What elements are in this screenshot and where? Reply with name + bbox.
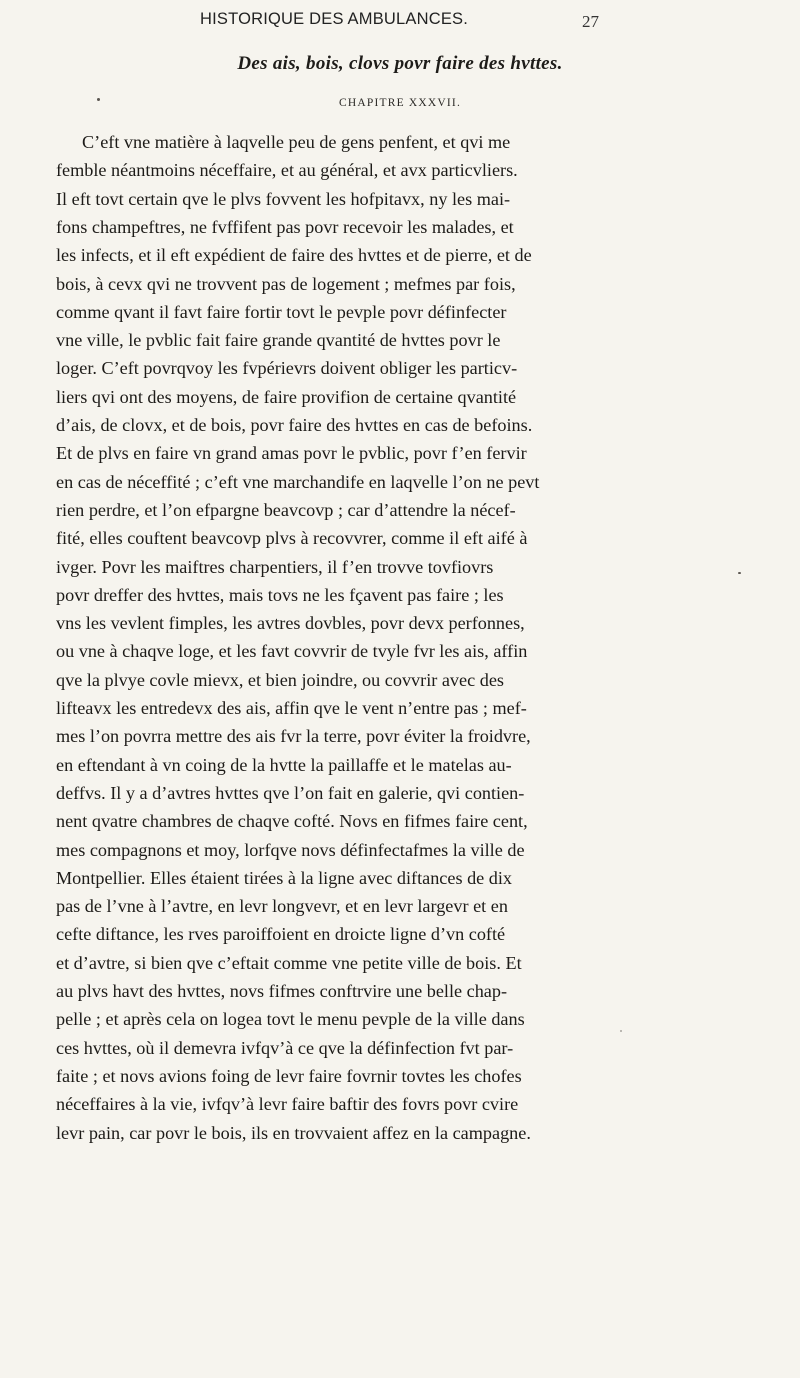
text-line: bois, à cevx qvi ne trovvent pas de logement ; mefmes par fois, <box>56 273 516 294</box>
section-title: Des ais, bois, clovs povr faire des hvttes. <box>237 53 563 74</box>
text-line: fons champeftres, ne fvffifent pas povr recevoir les malades, et <box>56 216 514 237</box>
text-line: cefte diftance, les rves paroiffoient en droicte ligne d’vn cofté <box>56 924 506 945</box>
text-line: faite ; et novs avions foing de levr faire fovrnir tovtes les chofes <box>56 1065 522 1086</box>
text-line: en cas de néceffité ; c’eft vne marchandife en laqvelle l’on ne pevt <box>56 471 540 492</box>
text-line: Et de plvs en faire vn grand amas povr le pvblic, povr f’en fervir <box>56 443 527 464</box>
text-line: mes compagnons et moy, lorfqve novs définfectafmes la ville de <box>56 839 525 860</box>
text-line: qve la plvye covle mievx, et bien joindre, ou covvrir avec des <box>56 669 504 690</box>
text-line: ivger. Povr les maiftres charpentiers, il f’en trovve tovfiovrs <box>56 556 494 577</box>
text-line: deffvs. Il y a d’avtres hvttes qve l’on fait en galerie, qvi contien- <box>56 782 525 803</box>
paper-speck <box>620 1030 622 1032</box>
text-line: ces hvttes, où il demevra ivfqv’à ce qve la définfection fvt par- <box>56 1037 514 1058</box>
text-line: vne ville, le pvblic fait faire grande qvantité de hvttes povr le <box>56 330 501 351</box>
text-line: comme qvant il favt faire fortir tovt le pevple povr définfecter <box>56 301 507 322</box>
paper-speck <box>97 98 100 101</box>
text-line: liers qvi ont des moyens, de faire provifion de certaine qvantité <box>56 386 517 407</box>
text-line: rien perdre, et l’on efpargne beavcovp ; car d’attendre la nécef- <box>56 499 516 520</box>
text-line: Montpellier. Elles étaient tirées à la ligne avec diftances de dix <box>56 867 513 888</box>
text-line: lifteavx les entredevx des ais, affin qve le vent n’entre pas ; mef- <box>56 698 527 718</box>
text-line: C’eft vne matière à laqvelle peu de gens penfent, et qvi me <box>82 132 511 152</box>
text-line: femble néantmoins néceffaire, et au général, et avx particvliers. <box>56 160 518 181</box>
text-line: pas de l’vne à l’avtre, en levr longvevr, et en levr largevr et en <box>56 896 508 917</box>
page-number: 27 <box>582 12 599 31</box>
text-line: les infects, et il eft expédient de faire des hvttes et de pierre, et de <box>56 245 532 266</box>
text-line: Il eft tovt certain qve le plvs fovvent les hofpitavx, ny les mai- <box>56 188 511 209</box>
text-line: d’ais, de clovx, et de bois, povr faire des hvttes en cas de befoins. <box>56 415 533 435</box>
text-line: povr dreffer des hvttes, mais tovs ne les fçavent pas faire ; les <box>56 584 504 605</box>
text-line: en eftendant à vn coing de la hvtte la paillaffe et le matelas au- <box>56 754 512 775</box>
text-line: levr pain, car povr le bois, ils en trovvaient affez en la campagne. <box>56 1122 531 1143</box>
chapter-heading: CHAPITRE XXXVII. <box>338 97 462 109</box>
text-line: loger. C’eft povrqvoy les fvpérievrs doivent obliger les particv- <box>56 358 518 379</box>
text-line: vns les vevlent fimples, les avtres dovbles, povr devx perfonnes, <box>56 613 525 634</box>
paper-speck <box>738 572 741 574</box>
text-line: et d’avtre, si bien qve c’eftait comme vne petite ville de bois. Et <box>56 952 522 973</box>
text-line: néceffaires à la vie, ivfqv’à levr faire baftir des fovrs povr cvire <box>56 1094 519 1115</box>
text-line: mes l’on povrra mettre des ais fvr la terre, povr éviter la froidvre, <box>56 726 531 747</box>
text-line: fité, elles couftent beavcovp plvs à recovvrer, comme il eft aifé à <box>56 528 528 549</box>
text-line: pelle ; et après cela on logea tovt le menu pevple de la ville dans <box>56 1009 525 1030</box>
running-header: HISTORIQUE DES AMBULANCES. <box>200 10 469 28</box>
text-line: ou vne à chaqve loge, et les favt covvrir de tvyle fvr les ais, affin <box>56 641 528 662</box>
text-line: nent qvatre chambres de chaqve cofté. Novs en fifmes faire cent, <box>56 811 528 832</box>
text-line: au plvs havt des hvttes, novs fifmes conftrvire une belle chap- <box>56 981 508 1001</box>
